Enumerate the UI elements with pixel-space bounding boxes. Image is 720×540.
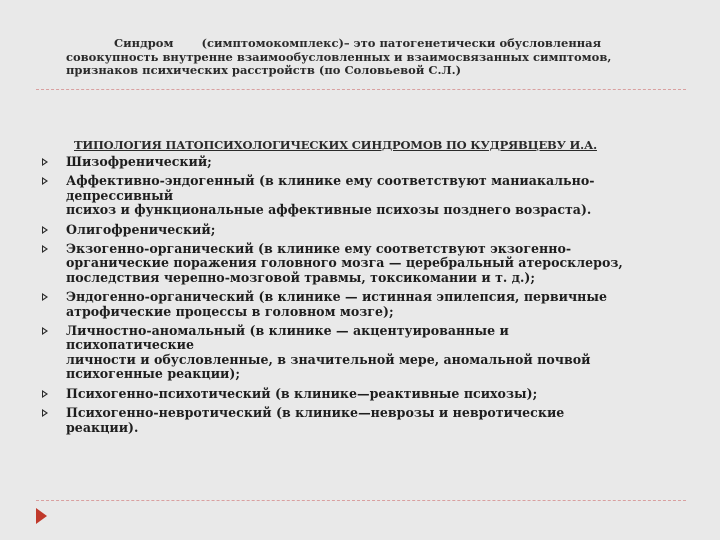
list-item — [40, 324, 680, 382]
list-item — [40, 174, 680, 217]
list-item — [40, 223, 680, 237]
bullet-arrow-icon — [42, 226, 48, 234]
definition-line-2: совокупность внутренне взаимообусловленных и взаимосвязанных симптомов, — [66, 49, 612, 64]
bottom-divider — [36, 500, 686, 501]
list-item-line: Психогенно-невротический (в клинике—неврозы и невротические — [66, 405, 565, 421]
syndrome-definition — [66, 37, 678, 78]
list-item-line: Эндогенно-органический (в клинике — истинная эпилепсия, первичные — [66, 289, 608, 305]
list-item — [40, 155, 680, 169]
definition-line-1-rest: (симптомокомплекс)– это патогенетически обусловленная — [201, 36, 602, 50]
list-item-line: последствия черепно-мозговой травмы, токсикомании и т. д.); — [66, 269, 536, 285]
nav-arrow-icon[interactable] — [36, 508, 47, 524]
bullet-arrow-icon — [42, 409, 48, 417]
list-item-line: Экзогенно-органический (в клинике ему соответствуют экзогенно- — [66, 241, 572, 257]
list-item-line: личности и обусловленные, в значительной мере, аномальной почвой — [66, 351, 591, 367]
bullet-arrow-icon — [42, 327, 48, 335]
list-item-line: Личностно-аномальный (в клинике — акцентуированные и — [66, 323, 509, 339]
list-item — [40, 290, 680, 319]
list-item-line: психоз и функциональные аффективные психозы позднего возраста). — [66, 202, 592, 218]
top-divider — [36, 89, 686, 90]
bullet-arrow-icon — [42, 245, 48, 253]
bullet-arrow-icon — [42, 390, 48, 398]
typology-title: ТИПОЛОГИЯ ПАТОПСИХОЛОГИЧЕСКИХ СИНДРОМОВ ПО КУДРЯВЦЕВУ И.А. — [74, 138, 597, 152]
list-item-line: реакции). — [66, 419, 139, 435]
list-item-line: Олигофренический; — [66, 221, 216, 237]
bullet-arrow-icon — [42, 293, 48, 301]
list-item-line: Психогенно-психотический (в клинике—реактивные психозы); — [66, 385, 538, 401]
list-item-line: психопатические — [66, 337, 195, 353]
list-item-line: атрофические процессы в головном мозге); — [66, 303, 394, 319]
syndrome-list — [40, 155, 680, 440]
list-item-line: Шизофренический; — [66, 154, 212, 169]
definition-line-3: признаков психических расстройств (по Соловьевой С.Л.) — [66, 63, 462, 77]
list-item — [40, 406, 680, 435]
list-item-line: Аффективно-эндогенный (в клинике ему соответствуют маниакально- — [66, 173, 595, 189]
definition-term: Синдром — [114, 36, 174, 50]
list-item-line: органические поражения головного мозга — церебральный атеросклероз, — [66, 255, 623, 271]
list-item — [40, 387, 680, 401]
definition-line-1 — [66, 37, 678, 51]
list-item — [40, 242, 680, 285]
list-item-line: депрессивный — [66, 187, 174, 203]
bullet-arrow-icon — [42, 177, 48, 185]
list-item-line: психогенные реакции); — [66, 366, 240, 382]
bullet-arrow-icon — [42, 158, 48, 166]
